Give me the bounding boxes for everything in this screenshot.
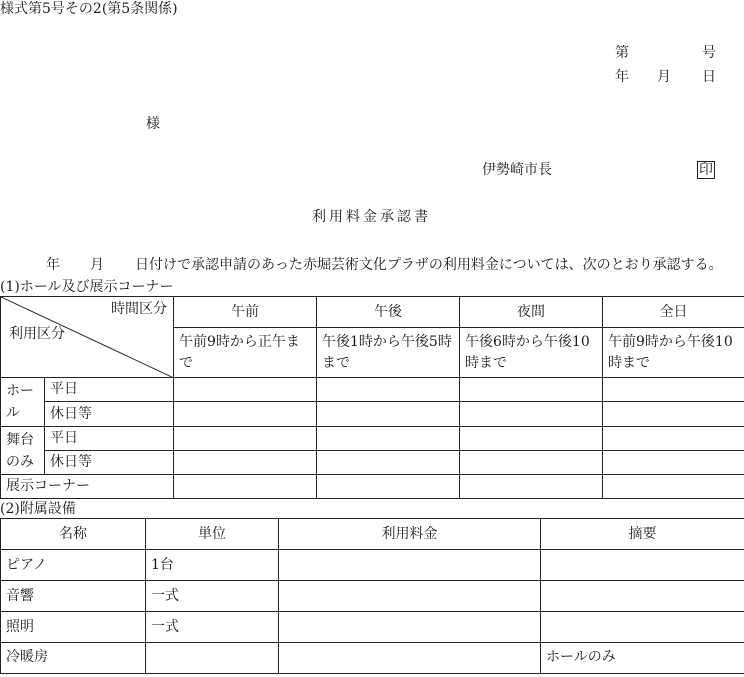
- column-header: 利用料金: [279, 519, 541, 550]
- date-year: 年: [615, 69, 629, 85]
- group-label-hall: ホール: [1, 378, 45, 427]
- fee-cell: [460, 427, 603, 451]
- fee-cell: [174, 427, 317, 451]
- fee-cell: [174, 475, 317, 499]
- section1-heading: (1)ホール及び展示コーナー: [0, 279, 174, 295]
- row-label: 平日: [45, 427, 174, 451]
- body-month: 月: [90, 257, 104, 273]
- equipment-fee: [279, 643, 541, 674]
- period-time: 午前9時から午後10時まで: [603, 328, 744, 378]
- equipment-name: 音響: [1, 581, 146, 612]
- fee-cell: [603, 451, 744, 475]
- row-label-exhibition: 展示コーナー: [1, 475, 174, 499]
- fee-cell: [460, 451, 603, 475]
- fee-cell: [317, 451, 460, 475]
- equipment-name: 照明: [1, 612, 146, 643]
- period-header: 午後: [317, 297, 460, 328]
- fee-cell: [174, 378, 317, 402]
- form-label: 様式第5号その2(第5条関係): [0, 1, 178, 17]
- equipment-table: [0, 518, 744, 674]
- equipment-note: [541, 550, 744, 581]
- equipment-unit: 1台: [146, 550, 279, 581]
- period-header: 午前: [174, 297, 317, 328]
- column-header: 単位: [146, 519, 279, 550]
- period-time: 午前9時から正午まで: [174, 328, 317, 378]
- fee-cell: [317, 427, 460, 451]
- equipment-unit: 一式: [146, 612, 279, 643]
- equipment-name: 冷暖房: [1, 643, 146, 674]
- seal-stamp: 印: [699, 162, 713, 178]
- equipment-fee: [279, 581, 541, 612]
- date-month: 月: [657, 69, 671, 85]
- period-header: 全日: [603, 297, 744, 328]
- fee-cell: [317, 378, 460, 402]
- fee-cell: [603, 402, 744, 427]
- corner-usage-label: 利用区分: [9, 326, 65, 342]
- period-header: 夜間: [460, 297, 603, 328]
- date-day: 日: [702, 69, 716, 85]
- row-label: 休日等: [45, 451, 174, 475]
- equipment-note: [541, 612, 744, 643]
- corner-header-cell: [1, 297, 174, 378]
- column-header: 摘要: [541, 519, 744, 550]
- fee-cell: [174, 402, 317, 427]
- fee-cell: [603, 378, 744, 402]
- document-title: 利用料金承認書: [312, 209, 431, 225]
- equipment-unit: 一式: [146, 581, 279, 612]
- equipment-fee: [279, 612, 541, 643]
- equipment-fee: [279, 550, 541, 581]
- equipment-name: ピアノ: [1, 550, 146, 581]
- fee-cell: [460, 475, 603, 499]
- row-label: 休日等: [45, 402, 174, 427]
- group-label-stage: 舞台のみ: [1, 427, 45, 475]
- fee-cell: [460, 378, 603, 402]
- equipment-note: [541, 581, 744, 612]
- fee-cell: [603, 475, 744, 499]
- fee-cell: [603, 427, 744, 451]
- section2-heading: (2)附属設備: [0, 501, 76, 517]
- fee-cell: [317, 402, 460, 427]
- issuer-name: 伊勢崎市長: [482, 162, 552, 178]
- number-go: 号: [702, 45, 716, 61]
- fee-cell: [174, 451, 317, 475]
- equipment-unit: [146, 643, 279, 674]
- hall-fee-table: [0, 296, 744, 499]
- corner-time-label: 時間区分: [111, 301, 167, 317]
- row-label: 平日: [45, 378, 174, 402]
- body-year: 年: [46, 257, 60, 273]
- body-text: 日付けで承認申請のあった赤堀芸術文化プラザの利用料金については、次のとおり承認する。: [135, 257, 723, 273]
- period-time: 午後1時から午後5時まで: [317, 328, 460, 378]
- equipment-note: ホールのみ: [541, 643, 744, 674]
- number-dai: 第: [615, 45, 629, 61]
- fee-cell: [460, 402, 603, 427]
- period-time: 午後6時から午後10時まで: [460, 328, 603, 378]
- addressee: 様: [146, 116, 160, 132]
- fee-cell: [317, 475, 460, 499]
- column-header: 名称: [1, 519, 146, 550]
